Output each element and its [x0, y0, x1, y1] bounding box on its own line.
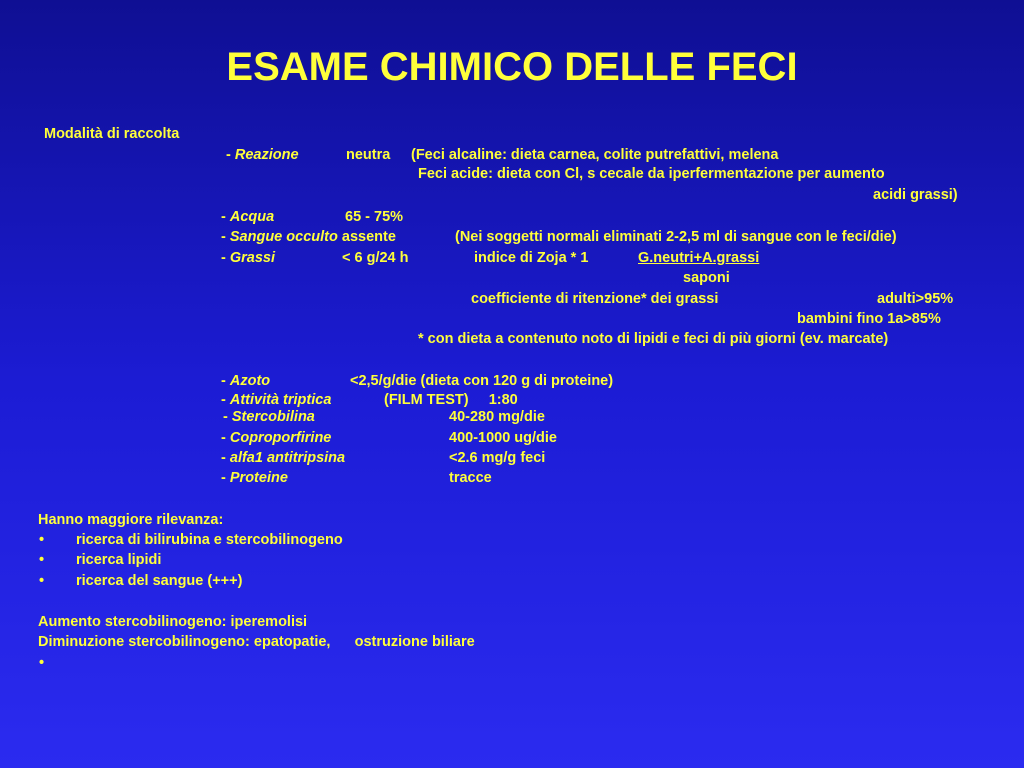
reazione-value: neutra	[346, 147, 391, 163]
coproporfirine-value: 400-1000 ug/die	[449, 430, 557, 446]
proteine-value: tracce	[449, 470, 492, 486]
sangue-note: (Nei soggetti normali eliminati 2-2,5 ml di sangue con le feci/die)	[455, 229, 897, 245]
bullet: •	[39, 532, 45, 548]
rilevanza-item: ricerca del sangue (+++)	[76, 573, 243, 589]
reazione-label: Reazione	[234, 147, 299, 163]
coproporfirine-row	[221, 431, 331, 446]
grassi-label: Grassi	[229, 250, 276, 266]
attivita-value: (FILM TEST) 1:80	[384, 392, 518, 408]
aumento-text: Aumento stercobilinogeno: iperemolisi	[38, 614, 308, 630]
stercobilina-label: Stercobilina	[231, 409, 315, 425]
alfa1-label: alfa1 antitripsina	[229, 450, 346, 466]
proteine-row	[221, 471, 288, 486]
azoto-row	[221, 374, 270, 389]
zoja-formula-denominator: saponi	[683, 270, 730, 286]
bullet: •	[39, 552, 45, 568]
sangue-label: Sangue occulto	[229, 229, 338, 245]
alfa1-value: <2.6 mg/g feci	[449, 450, 546, 466]
attivita-label: Attività triptica	[229, 392, 332, 408]
bullet: •	[39, 655, 45, 671]
dash: -	[221, 250, 226, 266]
dash: -	[221, 392, 226, 408]
attivita-row	[221, 393, 331, 408]
grassi-footnote: * con dieta a contenuto noto di lipidi e feci di più giorni (ev. marcate)	[418, 331, 889, 347]
rilevanza-heading: Hanno maggiore rilevanza:	[38, 512, 224, 528]
stercobilina-value: 40-280 mg/die	[449, 409, 545, 425]
dash: -	[221, 229, 226, 245]
proteine-label: Proteine	[229, 470, 288, 486]
dash: -	[223, 409, 228, 425]
alfa1-row	[221, 451, 345, 466]
zoja-index: indice di Zoja * 1	[474, 250, 589, 266]
page-title: ESAME CHIMICO DELLE FECI	[226, 45, 798, 89]
sangue-value: assente	[341, 229, 396, 245]
reazione-note-3: acidi grassi)	[873, 187, 958, 203]
dash: -	[221, 450, 226, 466]
diminuzione-text: Diminuzione stercobilinogeno: epatopatie, ostruzione biliare	[38, 634, 475, 650]
coeff-ritenzione: coefficiente di ritenzione* dei grassi	[471, 291, 719, 307]
acqua-value: 65 - 75%	[345, 209, 404, 225]
dash: -	[221, 209, 226, 225]
reazione-row	[226, 148, 299, 163]
reazione-note-1: (Feci alcaline: dieta carnea, colite putrefattivi, melena	[411, 147, 779, 163]
dash: -	[221, 470, 226, 486]
coeff-bambini: bambini fino 1a>85%	[797, 311, 941, 327]
dash: -	[226, 147, 231, 163]
azoto-label: Azoto	[229, 373, 271, 389]
rilevanza-item: ricerca di bilirubina e stercobilinogeno	[76, 532, 343, 548]
modalita-heading: Modalità di raccolta	[44, 126, 180, 142]
grassi-value: < 6 g/24 h	[342, 250, 409, 266]
bullet: •	[39, 573, 45, 589]
azoto-value: <2,5/g/die (dieta con 120 g di proteine)	[350, 373, 614, 389]
rilevanza-item: ricerca lipidi	[76, 552, 162, 568]
zoja-formula-numerator: G.neutri+A.grassi	[638, 250, 760, 266]
stercobilina-row	[223, 410, 315, 425]
reazione-note-2: Feci acide: dieta con Cl, s cecale da iperfermentazione per aumento	[418, 166, 885, 182]
sangue-row	[221, 230, 396, 245]
grassi-row	[221, 251, 275, 266]
acqua-label: Acqua	[229, 209, 275, 225]
dash: -	[221, 373, 226, 389]
dash: -	[221, 430, 226, 446]
coproporfirine-label: Coproporfirine	[229, 430, 332, 446]
acqua-row	[221, 210, 274, 225]
coeff-adulti: adulti>95%	[877, 291, 954, 307]
